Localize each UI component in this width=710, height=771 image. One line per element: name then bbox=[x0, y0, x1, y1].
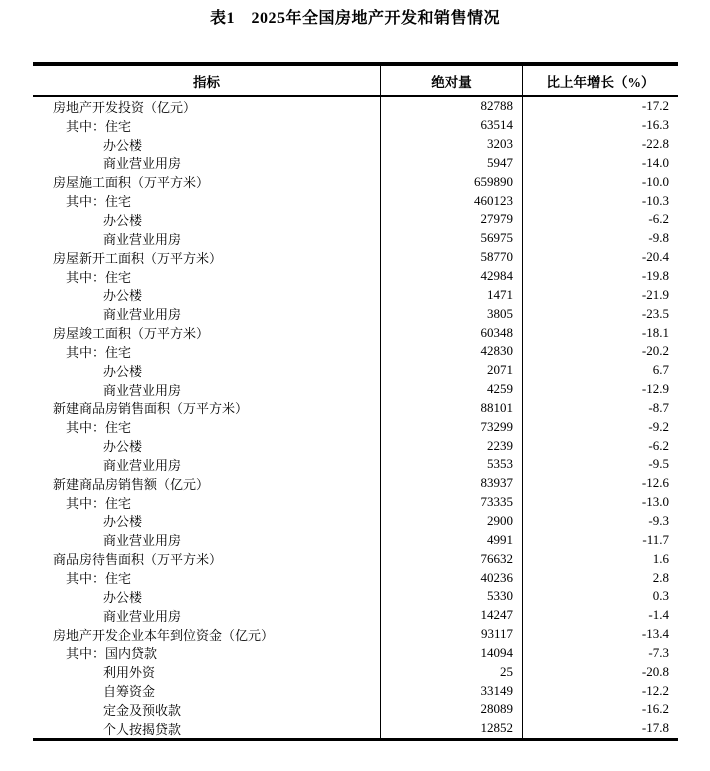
cell-value: 73299 bbox=[380, 417, 522, 436]
table-row bbox=[33, 436, 678, 455]
cell-value: 3203 bbox=[380, 135, 522, 154]
cell-value: 42984 bbox=[380, 267, 522, 286]
cell-growth: -19.8 bbox=[522, 267, 678, 286]
cell-growth: -14.0 bbox=[522, 154, 678, 173]
cell-value: 33149 bbox=[380, 681, 522, 700]
table-row bbox=[33, 97, 678, 116]
cell-growth: -11.7 bbox=[522, 530, 678, 549]
table-row bbox=[33, 512, 678, 531]
cell-growth: -12.6 bbox=[522, 474, 678, 493]
cell-indicator: 商业营业用房 bbox=[103, 608, 182, 624]
cell-indicator: 新建商品房销售额（亿元） bbox=[53, 476, 210, 492]
cell-indicator: 房地产开发企业本年到位资金（亿元） bbox=[53, 627, 275, 643]
table-row bbox=[33, 719, 678, 738]
cell-growth: -13.0 bbox=[522, 493, 678, 512]
cell-indicator: 其中：住宅 bbox=[66, 194, 132, 210]
cell-growth: -1.4 bbox=[522, 606, 678, 625]
cell-growth: -6.2 bbox=[522, 210, 678, 229]
cell-value: 3805 bbox=[380, 304, 522, 323]
cell-growth: -21.9 bbox=[522, 285, 678, 304]
table-row bbox=[33, 700, 678, 719]
cell-indicator: 其中：住宅 bbox=[66, 495, 132, 511]
cell-value: 73335 bbox=[380, 493, 522, 512]
table-row bbox=[33, 549, 678, 568]
cell-value: 60348 bbox=[380, 323, 522, 342]
cell-indicator: 商业营业用房 bbox=[103, 156, 182, 172]
cell-indicator: 房屋竣工面积（万平方米） bbox=[53, 326, 210, 342]
cell-value: 76632 bbox=[380, 549, 522, 568]
cell-value: 2900 bbox=[380, 512, 522, 531]
cell-value: 659890 bbox=[380, 172, 522, 191]
cell-growth: -10.3 bbox=[522, 191, 678, 210]
table-row bbox=[33, 342, 678, 361]
cell-growth: -16.2 bbox=[522, 700, 678, 719]
cell-value: 27979 bbox=[380, 210, 522, 229]
table-row bbox=[33, 285, 678, 304]
cell-value: 83937 bbox=[380, 474, 522, 493]
cell-indicator: 自筹资金 bbox=[103, 684, 156, 700]
cell-growth: -23.5 bbox=[522, 304, 678, 323]
cell-growth: -20.2 bbox=[522, 342, 678, 361]
cell-value: 1471 bbox=[380, 285, 522, 304]
cell-indicator: 办公楼 bbox=[103, 137, 143, 153]
table-row bbox=[33, 643, 678, 662]
cell-indicator: 办公楼 bbox=[103, 514, 143, 530]
cell-indicator: 新建商品房销售面积（万平方米） bbox=[53, 401, 249, 417]
cell-growth: -6.2 bbox=[522, 436, 678, 455]
table-row bbox=[33, 606, 678, 625]
table-row bbox=[33, 399, 678, 418]
cell-indicator: 办公楼 bbox=[103, 288, 143, 304]
table-row bbox=[33, 191, 678, 210]
cell-indicator: 房屋新开工面积（万平方米） bbox=[53, 250, 223, 266]
cell-indicator: 其中：住宅 bbox=[66, 344, 132, 360]
cell-value: 88101 bbox=[380, 399, 522, 418]
cell-value: 56975 bbox=[380, 229, 522, 248]
cell-indicator: 房地产开发投资（亿元） bbox=[53, 99, 197, 115]
cell-indicator: 定金及预收款 bbox=[103, 702, 182, 718]
statistics-table bbox=[33, 62, 678, 741]
table-header-row bbox=[33, 66, 678, 97]
cell-value: 42830 bbox=[380, 342, 522, 361]
cell-growth: -18.1 bbox=[522, 323, 678, 342]
cell-growth: -20.8 bbox=[522, 662, 678, 681]
table-title: 表1 2025年全国房地产开发和销售情况 bbox=[209, 10, 500, 27]
cell-growth: -9.5 bbox=[522, 455, 678, 474]
cell-indicator: 商业营业用房 bbox=[103, 382, 182, 398]
cell-value: 28089 bbox=[380, 700, 522, 719]
table-row bbox=[33, 625, 678, 644]
cell-value: 58770 bbox=[380, 248, 522, 267]
cell-value: 4991 bbox=[380, 530, 522, 549]
table-row bbox=[33, 380, 678, 399]
col-header-indicator: 指标 bbox=[193, 74, 220, 90]
cell-indicator: 办公楼 bbox=[103, 589, 143, 605]
col-header-absolute-amount: 绝对量 bbox=[380, 66, 522, 95]
table-row bbox=[33, 681, 678, 700]
cell-indicator: 办公楼 bbox=[103, 212, 143, 228]
cell-indicator: 商业营业用房 bbox=[103, 307, 182, 323]
cell-value: 40236 bbox=[380, 568, 522, 587]
table-row bbox=[33, 361, 678, 380]
table-body bbox=[33, 97, 678, 738]
table-row bbox=[33, 493, 678, 512]
table-row bbox=[33, 210, 678, 229]
cell-value: 63514 bbox=[380, 116, 522, 135]
table-row bbox=[33, 135, 678, 154]
cell-indicator: 利用外资 bbox=[103, 665, 156, 681]
table-row bbox=[33, 229, 678, 248]
cell-growth: 1.6 bbox=[522, 549, 678, 568]
cell-value: 2239 bbox=[380, 436, 522, 455]
cell-value: 12852 bbox=[380, 719, 522, 738]
cell-growth: -17.8 bbox=[522, 719, 678, 738]
cell-value: 5353 bbox=[380, 455, 522, 474]
table-row bbox=[33, 172, 678, 191]
table-row bbox=[33, 304, 678, 323]
cell-growth: -12.9 bbox=[522, 380, 678, 399]
cell-growth: -10.0 bbox=[522, 172, 678, 191]
cell-indicator: 办公楼 bbox=[103, 363, 143, 379]
cell-indicator: 办公楼 bbox=[103, 439, 143, 455]
cell-growth: 6.7 bbox=[522, 361, 678, 380]
table-row bbox=[33, 530, 678, 549]
cell-growth: 2.8 bbox=[522, 568, 678, 587]
cell-growth: -9.2 bbox=[522, 417, 678, 436]
cell-growth: -16.3 bbox=[522, 116, 678, 135]
cell-growth: -8.7 bbox=[522, 399, 678, 418]
cell-value: 5947 bbox=[380, 154, 522, 173]
cell-value: 4259 bbox=[380, 380, 522, 399]
table-row bbox=[33, 116, 678, 135]
cell-value: 14094 bbox=[380, 643, 522, 662]
table-row bbox=[33, 154, 678, 173]
cell-growth: -9.3 bbox=[522, 512, 678, 531]
col-header-growth: 比上年增长（%） bbox=[522, 66, 678, 95]
cell-value: 82788 bbox=[380, 97, 522, 116]
cell-indicator: 房屋施工面积（万平方米） bbox=[53, 175, 210, 191]
cell-growth: -9.8 bbox=[522, 229, 678, 248]
table-row bbox=[33, 568, 678, 587]
cell-growth: -20.4 bbox=[522, 248, 678, 267]
table-row bbox=[33, 248, 678, 267]
table-row bbox=[33, 474, 678, 493]
cell-indicator: 其中：国内贷款 bbox=[66, 646, 158, 662]
cell-value: 5330 bbox=[380, 587, 522, 606]
cell-growth: -22.8 bbox=[522, 135, 678, 154]
cell-indicator: 商业营业用房 bbox=[103, 457, 182, 473]
cell-value: 460123 bbox=[380, 191, 522, 210]
cell-growth: -13.4 bbox=[522, 625, 678, 644]
cell-growth: -7.3 bbox=[522, 643, 678, 662]
table-row bbox=[33, 267, 678, 286]
cell-indicator: 其中：住宅 bbox=[66, 269, 132, 285]
cell-value: 25 bbox=[380, 662, 522, 681]
cell-indicator: 其中：住宅 bbox=[66, 571, 132, 587]
table-row bbox=[33, 323, 678, 342]
cell-indicator: 商品房待售面积（万平方米） bbox=[53, 552, 223, 568]
cell-indicator: 商业营业用房 bbox=[103, 231, 182, 247]
table-row bbox=[33, 587, 678, 606]
cell-growth: -17.2 bbox=[522, 97, 678, 116]
cell-value: 2071 bbox=[380, 361, 522, 380]
cell-indicator: 其中：住宅 bbox=[66, 420, 132, 436]
cell-value: 14247 bbox=[380, 606, 522, 625]
table-row bbox=[33, 662, 678, 681]
cell-value: 93117 bbox=[380, 625, 522, 644]
cell-indicator: 商业营业用房 bbox=[103, 533, 182, 549]
cell-indicator: 其中：住宅 bbox=[66, 118, 132, 134]
cell-indicator: 个人按揭贷款 bbox=[103, 721, 182, 737]
table-row bbox=[33, 455, 678, 474]
cell-growth: -12.2 bbox=[522, 681, 678, 700]
cell-growth: 0.3 bbox=[522, 587, 678, 606]
table-row bbox=[33, 417, 678, 436]
